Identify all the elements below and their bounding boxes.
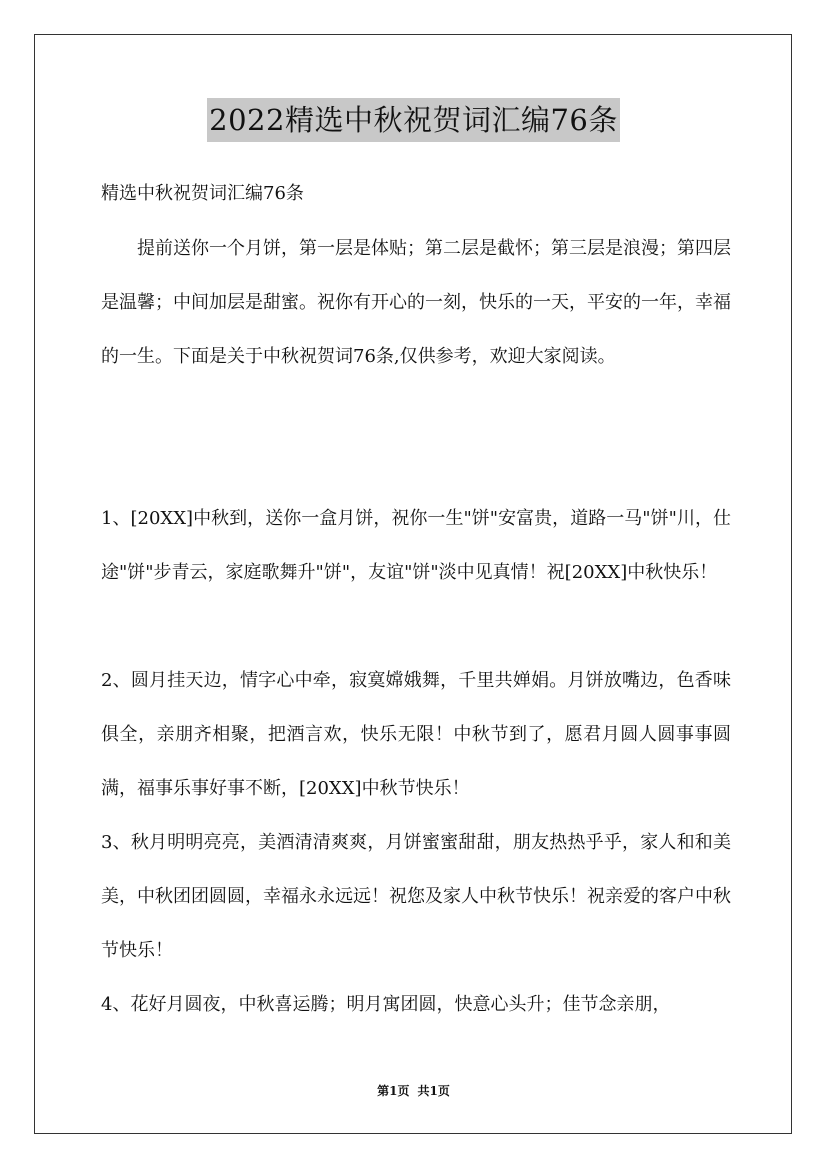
list-item: 3、秋月明明亮亮，美酒清清爽爽，月饼蜜蜜甜甜，朋友热热乎乎，家人和和美美，中秋团团圆圆，幸福永永远远！祝您及家人中秋节快乐！祝亲爱的客户中秋节快乐！: [101, 832, 731, 961]
document-title: 2022精选中秋祝贺词汇编76条: [207, 98, 620, 142]
page-number: 第1页: [377, 1084, 410, 1098]
document-subtitle: 精选中秋祝贺词汇编76条: [101, 183, 304, 204]
list-item: 1、[20XX]中秋到，送你一盒月饼，祝你一生"饼"安富贵，道路一马"饼"川，仕途"饼"步青云，家庭歌舞升"饼"，友谊"饼"淡中见真情！祝[20XX]中秋快乐！: [101, 508, 731, 583]
list-item: 2、圆月挂天边，情字心中牵，寂寞嫦娥舞，千里共婵娟。月饼放嘴边，色香味俱全，亲朋齐相聚，把酒言欢，快乐无限！中秋节到了，愿君月圆人圆事事圆满，福事乐事好事不断，[20XX]中秋节快乐！: [101, 670, 731, 799]
page-footer: [0, 1082, 827, 1100]
title-container: [0, 98, 827, 142]
list-item: 4、花好月圆夜，中秋喜运腾；明月寓团圆，快意心头升；佳节念亲朋，: [101, 994, 671, 1015]
page-total: 共1页: [417, 1084, 450, 1098]
intro-paragraph: 提前送你一个月饼，第一层是体贴；第二层是截怀；第三层是浪漫；第四层是温馨；中间加层是甜蜜。祝你有开心的一刻，快乐的一天，平安的一年，幸福的一生。下面是关于中秋祝贺词76条,仅供参考，欢迎大家阅读。: [101, 238, 731, 367]
